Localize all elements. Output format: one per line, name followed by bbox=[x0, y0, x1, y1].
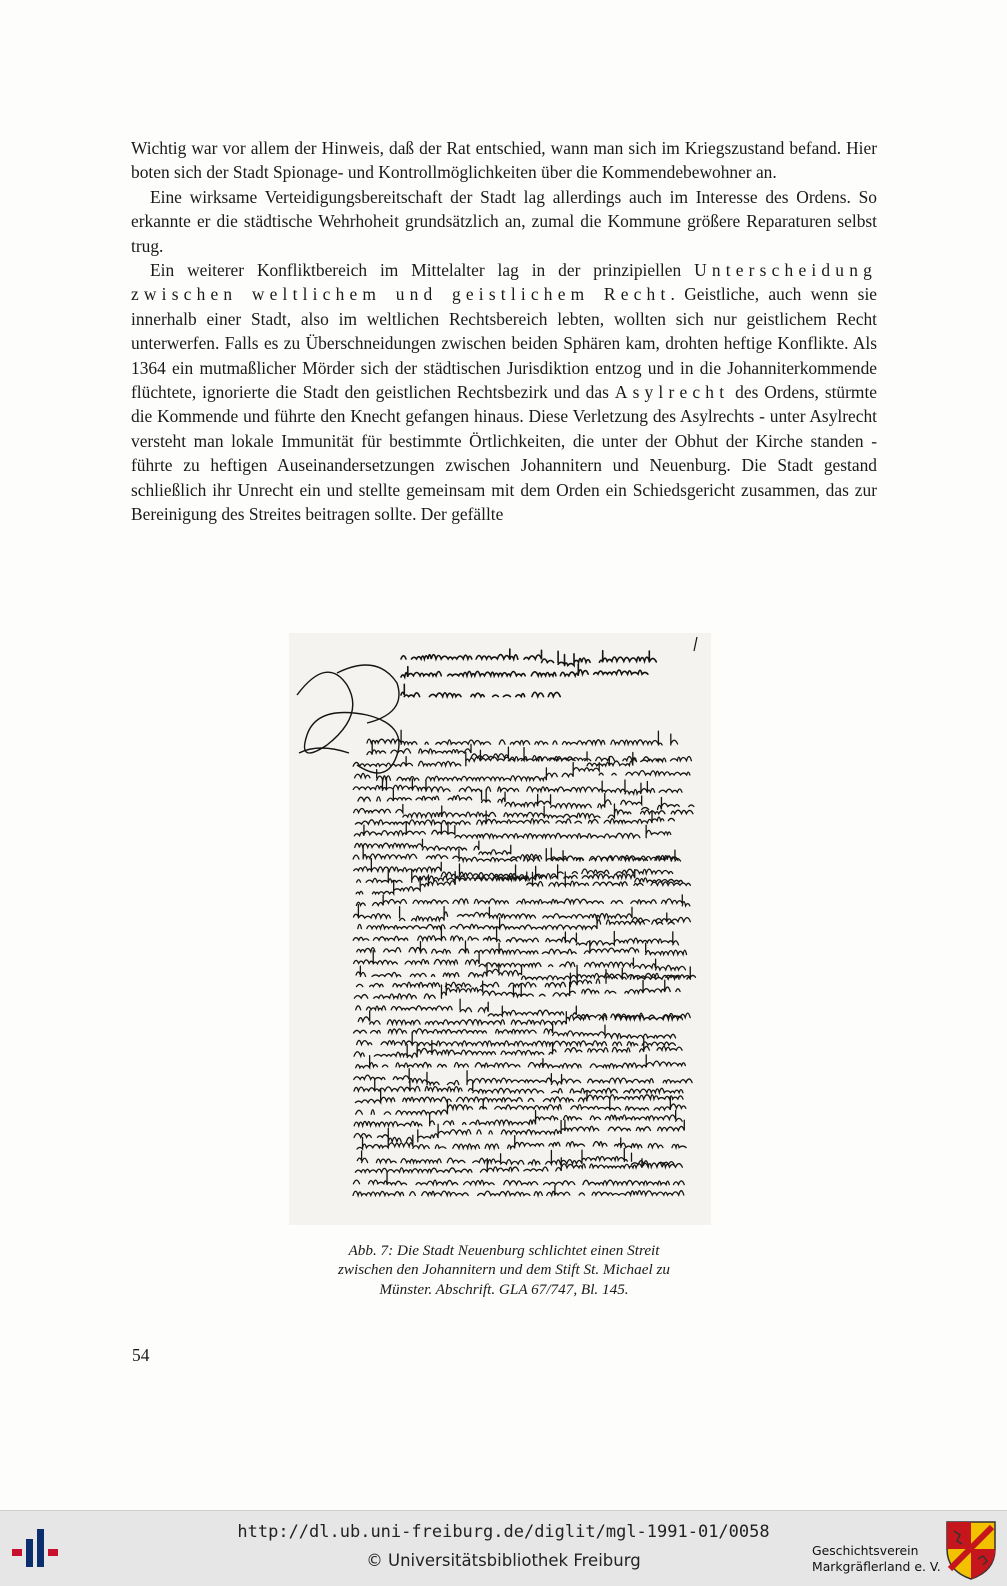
handwriting-line bbox=[354, 951, 686, 970]
caption-line: zwischen den Johannitern und dem Stift St. Michael zu bbox=[338, 1261, 670, 1279]
handwriting-line bbox=[401, 649, 656, 665]
emphasized-text: Asylrecht bbox=[614, 382, 730, 403]
society-name bbox=[812, 1543, 941, 1575]
handwriting-line bbox=[354, 980, 680, 998]
handwriting-line bbox=[358, 789, 694, 809]
manuscript-figure bbox=[289, 633, 711, 1225]
handwriting-line bbox=[356, 872, 695, 894]
handwriting-line bbox=[353, 927, 678, 945]
handwriting-line bbox=[355, 811, 683, 825]
handwriting-line bbox=[354, 1069, 692, 1085]
handwriting-line bbox=[401, 684, 560, 696]
paragraph bbox=[131, 258, 877, 526]
copyright-notice: © Universitätsbibliothek Freiburg bbox=[366, 1551, 641, 1570]
caption-line: Münster. Abschrift. GLA 67/747, Bl. 145. bbox=[379, 1280, 629, 1298]
handwriting-line bbox=[356, 1055, 690, 1068]
coat-of-arms-icon bbox=[944, 1519, 998, 1581]
text-run: Wichtig war vor allem der Hinweis, daß der Rat entschied, wann man sich im Kriegszustand befand. Hier boten sich der Stadt Spionage- und Kontrollmöglichkeiten über die Kommendebewohner an. bbox=[131, 138, 877, 183]
permalink-url[interactable]: http://dl.ub.uni-freiburg.de/diglit/mgl-1991-01/0058 bbox=[237, 1522, 770, 1542]
handwriting-line bbox=[357, 1148, 674, 1164]
paragraph bbox=[131, 185, 877, 258]
caption-line: Abb. 7: Die Stadt Neuenburg schlichtet einen Streit bbox=[348, 1242, 660, 1259]
figure-caption bbox=[131, 1241, 877, 1299]
manuscript-image bbox=[289, 633, 711, 1225]
text-run: des Ordens, stürmte die Kommende und führte den Knecht gefangen hinaus. Diese Verletzung des Asylrechts - unter Asylrecht versteht man lokale Immunität für bestimmte Örtlichkeiten, die unter der Obhut der Kirche standen - führte zu heftigen Auseinandersetzungen zwischen Johannitern und Neuenburg. Die Stadt gestand schließlich ihr Unrecht ein und stellte gemeinsam mit dem Orden ein Schiedsgericht zusammen, das zur Bereinigung des Streites beitragen sollte. Der gefällte bbox=[131, 382, 877, 525]
handwriting-line bbox=[356, 999, 699, 1017]
handwriting-line bbox=[355, 1158, 682, 1172]
page-number: 54 bbox=[132, 1345, 150, 1365]
paragraph bbox=[131, 136, 877, 185]
emphasized-text: Unterscheidung zwischen weltlichem und geistlichem Recht bbox=[131, 260, 877, 305]
handwriting-line bbox=[353, 905, 690, 922]
handwriting-line bbox=[367, 730, 684, 745]
society-name-line: Markgräflerland e. V. bbox=[812, 1559, 941, 1574]
folio-mark bbox=[694, 637, 697, 651]
society-name-line: Geschichtsverein bbox=[812, 1543, 919, 1558]
text-run: Ein weiterer Konfliktbereich im Mittelalter lag in der prinzipiellen bbox=[150, 260, 695, 281]
handwriting-line bbox=[355, 763, 690, 781]
handwriting-line bbox=[354, 1024, 676, 1038]
handwriting-line bbox=[357, 1135, 686, 1149]
initial-flourish bbox=[297, 665, 399, 773]
handwriting-line bbox=[356, 968, 690, 986]
handwriting-line bbox=[357, 941, 687, 955]
handwriting-line bbox=[353, 1186, 684, 1196]
handwriting-line bbox=[356, 895, 689, 906]
body-text bbox=[131, 136, 877, 527]
handwriting-line bbox=[353, 1171, 689, 1184]
handwriting-line bbox=[354, 1110, 682, 1126]
text-run: Eine wirksame Verteidigungsbereitschaft der Stadt lag allerdings auch im Interesse des Ordens. So erkannte er die städtische Wehrhoheit grundsätzlich an, zumal die Kommune größere Reparaturen selbst trug. bbox=[131, 186, 877, 256]
text-run: . Geistliche, auch wenn sie innerhalb einer Stadt, also im weltlichen Rechtsbereich lebten, wollten sich nur geistlichem Recht unterwerfen. Falls es zu Überschneidungen zwischen beiden Sphären kam, drohten heftige Konflikte. Als 1364 ein mutmaßlicher Mörder sich der städtischen Jurisdiktion entzog und in die Johanniterkommende flüchtete, ignorierte die Stadt den geistlichen Rechtsbezirk und das bbox=[131, 284, 877, 403]
handwriting-line bbox=[401, 664, 648, 677]
footer-bar bbox=[0, 1510, 1007, 1586]
